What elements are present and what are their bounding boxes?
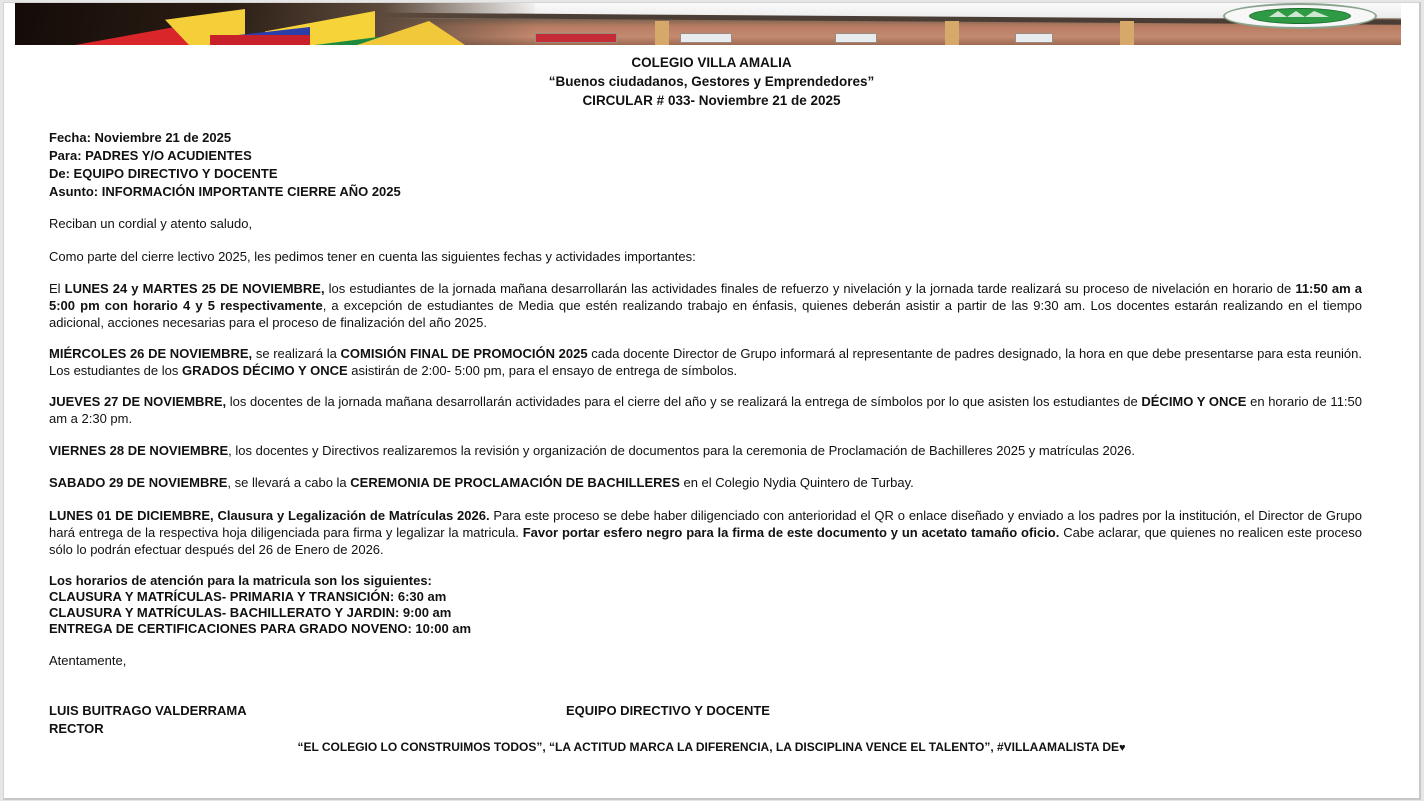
circular-title: CIRCULAR # 033- Noviembre 21 de 2025 [582, 93, 841, 108]
paragraph-sabado: SABADO 29 DE NOVIEMBRE, se llevará a cabo la CEREMONIA DE PROCLAMACIÓN DE BACHILLERES en el Colegio Nydia Quintero de Turbay. [49, 475, 914, 490]
footer-motto: “EL COLEGIO LO CONSTRUIMOS TODOS”, “LA ACTITUD MARCA LA DIFERENCIA, LA DISCIPLINA VENCE EL TALENTO”, #VILLAAMALISTA DE♥ [297, 740, 1126, 754]
paragraph-lunes-diciembre: LUNES 01 DE DICIEMBRE, Clausura y Legalización de Matrículas 2026. Para este proceso se debe haber diligenciado con anterioridad el QR o enlace diseñado y enviado a los padres por la institución, el Director de Grupo hará entrega de la respectiva hoja diligenciada para firma y legalizar la matricula. Favor portar esfero negro para la firma de este documento y un acetato tamaño oficio. Cabe aclarar, que quienes no realicen este proceso sólo lo podrán efectuar después del 26 de Enero de 2026. [49, 508, 1363, 557]
paragraph-lunes-martes: El LUNES 24 y MARTES 25 DE NOVIEMBRE, los estudiantes de la jornada mañana desarrollarán las actividades finales de refuerzo y nivelación y la jornada tarde realizará su proceso de nivelación en horario de 11:50 am a 5:00 pm con horario 4 y 5 respectivamente, a excepción de estudiantes de Media que estén realizando trabajo en énfasis, quienes deberán asistir a partir de las 9:30 am. Los docentes estarán realizando en el tiempo adicional, acciones necesarias para el proceso de finalización del año 2025. [49, 281, 1363, 330]
closing: Atentamente, [49, 653, 127, 668]
paragraph-jueves: JUEVES 27 DE NOVIEMBRE, los docentes de la jornada mañana desarrollarán actividades para el cierre del año y se realizará la entrega de símbolos por lo que asisten los estudiantes de DÉCIMO Y ONCE en horario de 11:50 am a 2:30 pm. [49, 394, 1362, 426]
document-page [3, 2, 1421, 800]
meta-para: Para: PADRES Y/O ACUDIENTES [49, 148, 252, 163]
intro: Como parte del cierre lectivo 2025, les pedimos tener en cuenta las siguientes fechas y actividades importantes: [49, 249, 696, 264]
circular-body [4, 3, 1419, 798]
schedule-item: ENTREGA DE CERTIFICACIONES PARA GRADO NOVENO: 10:00 am [49, 621, 472, 636]
paragraph-miercoles: MIÉRCOLES 26 DE NOVIEMBRE, se realizará la COMISIÓN FINAL DE PROMOCIÓN 2025 cada docente Director de Grupo informará al representante de padres designado, la hora en que debe presentarse para esta reunión. Los estudiantes de los GRADOS DÉCIMO Y ONCE asistirán de 2:00- 5:00 pm, para el ensayo de entrega de símbolos. [49, 346, 1363, 378]
signature-rector-role: RECTOR [49, 721, 104, 736]
schedule-item: CLAUSURA Y MATRÍCULAS- BACHILLERATO Y JARDIN: 9:00 am [49, 605, 452, 620]
meta-fecha: Fecha: Noviembre 21 de 2025 [49, 130, 232, 145]
greeting: Reciban un cordial y atento saludo, [49, 216, 253, 231]
signature-team-name: EQUIPO DIRECTIVO Y DOCENTE [566, 703, 770, 718]
paragraph-viernes: VIERNES 28 DE NOVIEMBRE, los docentes y Directivos realizaremos la revisión y organización de documentos para la ceremonia de Proclamación de Bachilleres 2025 y matrículas 2026. [49, 443, 1136, 458]
school-name: COLEGIO VILLA AMALIA [631, 55, 792, 70]
meta-de: De: EQUIPO DIRECTIVO Y DOCENTE [49, 166, 278, 181]
schedule-title: Los horarios de atención para la matricula son los siguientes: [49, 573, 432, 588]
heart-icon: ♥ [1119, 742, 1126, 754]
signature-rector-name: LUIS BUITRAGO VALDERRAMA [49, 703, 247, 718]
school-motto: “Buenos ciudadanos, Gestores y Emprendedores” [548, 74, 875, 89]
schedule-item: CLAUSURA Y MATRÍCULAS- PRIMARIA Y TRANSICIÓN: 6:30 am [49, 589, 447, 604]
meta-asunto: Asunto: INFORMACIÓN IMPORTANTE CIERRE AÑO 2025 [49, 184, 401, 199]
